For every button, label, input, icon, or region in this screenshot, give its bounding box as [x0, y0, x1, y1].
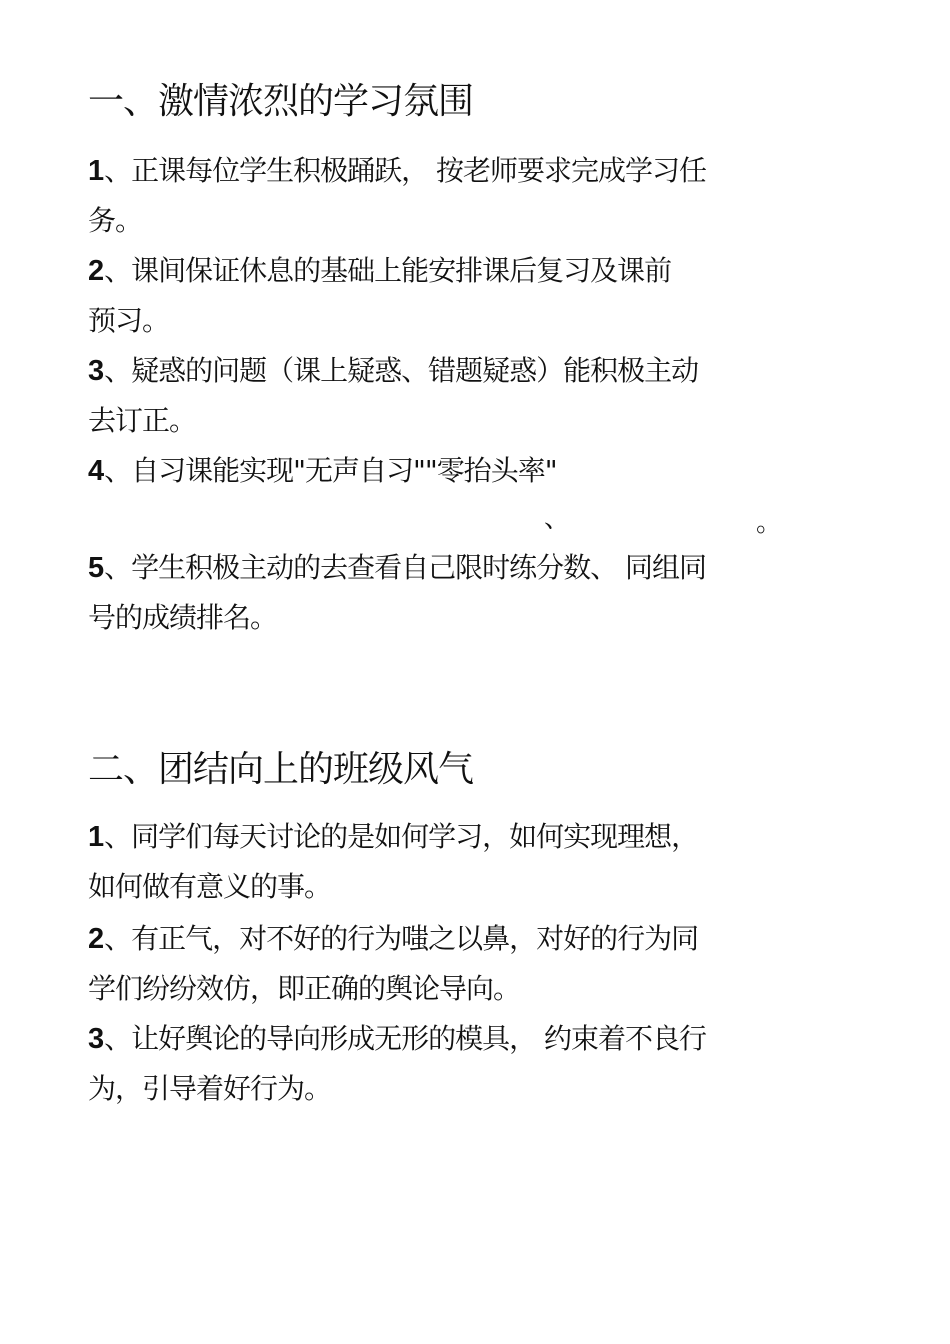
- item-line-1: [88, 812, 748, 862]
- item-line-1: [88, 146, 748, 196]
- item-line-1: [88, 543, 748, 593]
- section-2-heading: 二、团结向上的班级风气: [88, 749, 474, 790]
- item-text: 、正课每位学生积极踊跃， 按老师要求完成学习任: [104, 154, 707, 187]
- punctuation-period: 。: [756, 508, 783, 538]
- item-line-2: 如何做有意义的事。: [88, 870, 332, 903]
- item-text: 、自习课能实现"无声自习""零抬头率": [104, 454, 557, 487]
- punctuation-comma: 、: [544, 504, 571, 534]
- item-line-2: 去订正。: [88, 404, 197, 437]
- item-line-2: 号的成绩排名。: [88, 601, 278, 634]
- item-line-2: 务。: [88, 204, 143, 237]
- section-2-item-3: [88, 1014, 748, 1114]
- section-1-item-5: [88, 543, 748, 643]
- section-1-item-1: [88, 146, 748, 246]
- item-line-1: [88, 346, 748, 396]
- item-number: 3: [88, 355, 105, 387]
- item-number: 3: [88, 1023, 105, 1055]
- item-line-2: 预习。: [88, 304, 170, 337]
- item-text: 、让好舆论的导向形成无形的模具， 约束着不良行: [104, 1022, 707, 1055]
- section-2-item-2: [88, 914, 748, 1014]
- item-line-1: [88, 914, 748, 964]
- section-1-heading: 一、激情浓烈的学习氛围: [88, 81, 474, 122]
- item-text: 、学生积极主动的去查看自己限时练分数、 同组同: [104, 551, 707, 584]
- item-line-2: 为，引导着好行为。: [88, 1072, 332, 1105]
- item-line-1: [88, 446, 748, 496]
- section-2-item-1: [88, 812, 748, 912]
- item-number: 5: [88, 552, 105, 584]
- section-1-item-2: [88, 246, 748, 346]
- section-1-item-4: [88, 446, 748, 496]
- item-line-1: [88, 246, 748, 296]
- item-number: 2: [88, 923, 105, 955]
- item-line-2: 学们纷纷效仿，即正确的舆论导向。: [88, 972, 521, 1005]
- item-number: 2: [88, 255, 105, 287]
- item-text: 、同学们每天讨论的是如何学习，如何实现理想，: [104, 820, 699, 853]
- item-number: 1: [88, 821, 105, 853]
- item-number: 4: [88, 455, 105, 487]
- item-number: 1: [88, 155, 105, 187]
- item-text: 、疑惑的问题（课上疑惑、错题疑惑）能积极主动: [104, 354, 699, 387]
- section-1-item-3: [88, 346, 748, 446]
- item-text: 、有正气，对不好的行为嗤之以鼻，对好的行为同: [104, 922, 699, 955]
- item-text: 、课间保证休息的基础上能安排课后复习及课前: [104, 254, 672, 287]
- item-line-1: [88, 1014, 748, 1064]
